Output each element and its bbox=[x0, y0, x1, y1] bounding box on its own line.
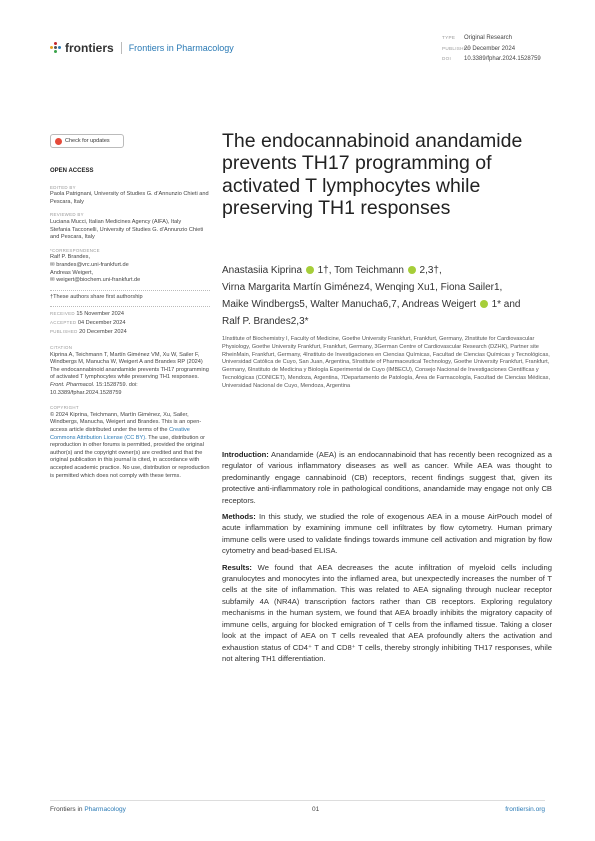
check-for-updates-button[interactable]: Check for updates bbox=[50, 134, 124, 148]
reviewer-2: Stefania Tacconelli, University of Studies G. d’Annunzio Chieti and Pescara, Italy bbox=[50, 226, 204, 241]
article-meta bbox=[442, 33, 541, 65]
page-number: 01 bbox=[311, 806, 320, 813]
corr-email-1[interactable]: ✉ brandes@vrc.uni-frankfurt.de bbox=[50, 261, 129, 268]
footer-site-link[interactable]: frontiersin.org bbox=[505, 806, 545, 813]
abstract bbox=[222, 449, 552, 669]
frontiers-logo-icon bbox=[50, 42, 62, 54]
author-list: Anastasiia Kiprina 1†, Tom Teichmann 2,3†, Virna Margarita Martín Giménez4, Wenqing Xu1, Fiona Sailer1, Maike Windbergs5, Walter Manucha6,7, Andreas Weigert 1* and Ralf P. Brandes2,3* bbox=[222, 265, 521, 327]
reviewer-1: Luciana Mucci, Italian Medicines Agency (AIFA), Italy bbox=[50, 218, 182, 225]
citation-label: CITATION bbox=[50, 345, 73, 351]
reviewed-by-label: REVIEWED BY bbox=[50, 212, 84, 218]
abstract-introduction: Introduction: Anandamide (AEA) is an endocannabinoid that has recently been recognized as a regulator of various inflammatory diseases as well as cancer. While AEA was thought to predominantly engage cannabinoid (CB) receptors, recent findings suggest that, given its protective anti-inflammatory role in pathological conditions, anandamide may engage not only CB receptors. bbox=[222, 450, 552, 505]
copyright: © 2024 Kiprina, Teichmann, Martín Giménez, Xu, Sailer, Windbergs, Manucha, Weigert and Brandes. This is an open-access article distributed under the terms of the Creative Commons Attribution License (CC BY). The use, distribution or reproduction in other forums is permitted, provided the original author(s) and the copyright owner(s) are credited and that the original publication in this journal is cited, in accordance with accepted academic practice. No use, distribution or reproduction is permitted which does not comply with these terms. bbox=[50, 411, 210, 479]
header-divider bbox=[121, 42, 122, 54]
orcid-icon[interactable] bbox=[480, 300, 488, 308]
brand-name: frontiers bbox=[65, 41, 114, 55]
published-row: PUBLISHED 20 December 2024 bbox=[50, 328, 127, 335]
meta-doi: DOI 10.3389/fphar.2024.1528759 bbox=[442, 56, 541, 62]
edited-by-label: EDITED BY bbox=[50, 184, 76, 190]
divider bbox=[50, 290, 210, 291]
divider bbox=[50, 306, 210, 307]
meta-type: TYPE Original Research bbox=[442, 35, 513, 41]
affiliations: 1Institute of Biochemistry I, Faculty of Medicine, Goethe University Frankfurt, Frankfurt, Germany, 2Institute for Cardiovascular Physiology, Goethe University Frankfurt, Frankfurt, Germany, 3German Centre of Cardiovascular Research (DZHK), Partner site RheinMain, Frankfurt, Germany, 4Instituto de Investigaciones en Ciencias Químicas, Facultad de Ciencias Químicas y Tecnológicas, Universidad Católica de Cuyo, San Juan, Argentina, 5Institute of Pharmaceutical Technology, Goethe University Frankfurt, Frankfurt, Germany, 6Instituto de Medicina y Biología Experimental de Cuyo (IMBECU), Consejo Nacional de Investigaciones Científicas y Tecnológicas (CONICET), Mendoza, Argentina, 7Departamento de Patología, Área de Farmacología, Facultad de Ciencias Médicas, Universidad Nacional de Cuyo, Mendoza, Argentina bbox=[222, 336, 551, 389]
page-footer bbox=[50, 800, 545, 813]
corr-name-2: Andreas Weigert, bbox=[50, 269, 94, 276]
correspondence-label: *CORRESPONDENCE bbox=[50, 247, 100, 253]
copyright-label: COPYRIGHT bbox=[50, 405, 79, 411]
editor: Paola Patrignani, University of Studies G. d’Annunzio Chieti and Pescara, Italy bbox=[50, 191, 209, 205]
journal-name[interactable]: Frontiers in Pharmacology bbox=[128, 43, 234, 53]
abstract-results: Results: We found that AEA decreases the acute infiltration of myeloid cells including granulocytes and monocytes into the inflamed area, but unexpectedly increases the number of T cells at the site of inflammation. This was related to AEA signaling through nuclear receptor subfamily 4A (NR4A) transcription factors rather than CB receptors. Exploring regulatory mechanisms in the human system, we found that AEA broadly inhibits the migratory capacity of immune cells, arguing for blocked emigration of T cells from the inflamed tissue. Taking a closer look at the impact of AEA on T cells revealed that AEA profoundly alters the activation and exhaustion status of CD4⁺ T and CD8⁺ T cells, thereby strongly inhibiting TH17 responses, while not altering TH1 differentiation. bbox=[222, 562, 552, 663]
frontiers-logo[interactable] bbox=[50, 41, 234, 55]
footer-journal: Frontiers in Pharmacology bbox=[50, 806, 126, 813]
article-title: The endocannabinoid anandamide prevents TH17 programming of activated T lymphocytes while preserving TH1 responses bbox=[222, 130, 523, 220]
citation: Kiprina A, Teichmann T, Martín Giménez VM, Xu W, Sailer F, Windbergs M, Manucha W, Weigert A and Brandes RP (2024) The endocannabinoid anandamide prevents TH17 programming of activated T lymphocytes while preserving TH1 responses. Front. Pharmacol. 15:1528759. doi: 10.3389/fphar.2024.1528759 bbox=[50, 351, 209, 396]
first-author-note: †These authors share first authorship bbox=[50, 293, 143, 300]
orcid-icon[interactable] bbox=[306, 266, 314, 274]
abstract-methods: Methods: In this study, we studied the role of exogenous AEA in a mouse AirPouch model of acute inflammation by examining immune cell infiltrates by flow cytometry. Human primary immune cells were used to validate findings towards immune cell activation and migration by flow cytometry and bead-based ELISA. bbox=[222, 512, 552, 556]
sidebar bbox=[50, 168, 210, 480]
corr-name-1: Ralf P. Brandes, bbox=[50, 254, 91, 261]
updates-icon bbox=[55, 138, 62, 145]
accepted-row: ACCEPTED 04 December 2024 bbox=[50, 319, 126, 326]
meta-published: PUBLISHED20 December 2024 bbox=[442, 45, 516, 52]
corr-email-2[interactable]: ✉ weigert@biochem.uni-frankfurt.de bbox=[50, 277, 141, 284]
orcid-icon[interactable] bbox=[408, 266, 416, 274]
received-row: RECEIVED 15 November 2024 bbox=[50, 311, 124, 318]
cc-by-license-link[interactable]: Creative Commons Attribution License (CC BY). bbox=[50, 427, 190, 441]
open-access-label: OPEN ACCESS bbox=[50, 168, 94, 174]
